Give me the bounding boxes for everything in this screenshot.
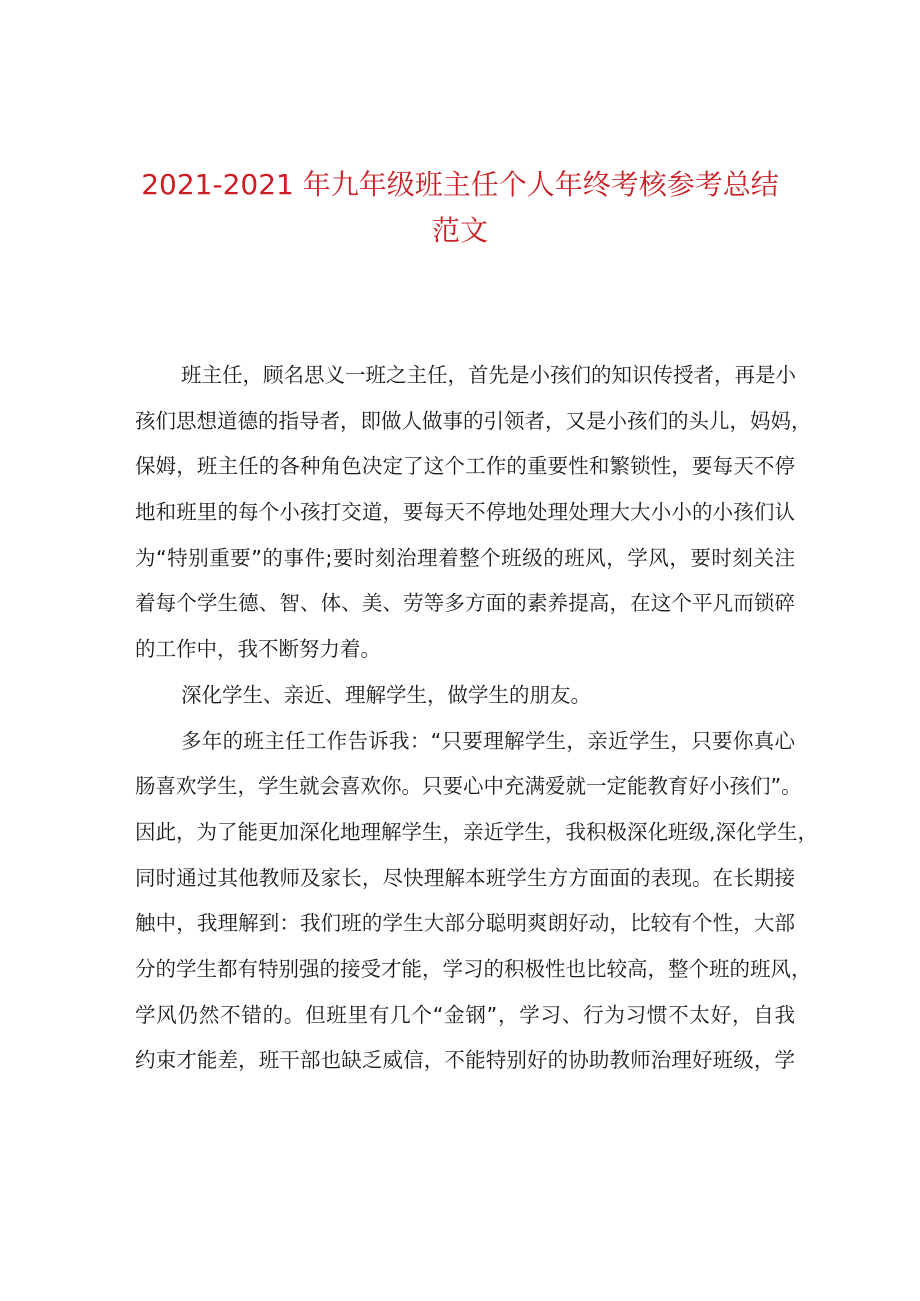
document-title [100, 162, 820, 254]
title-line-2: 范文 [431, 214, 488, 247]
paragraph-3-line-6: 分的学生都有特别强的接受才能，学习的积极性也比较高，整个班的班风， [135, 956, 812, 981]
paragraph-1-line-5: 为“特别重要”的事件;要时刻治理着整个班级的班风，学风，要时刻关注 [135, 545, 795, 570]
paragraph-1-line-6: 着每个学生德、智、体、美、劳等多方面的素养提高，在这个平凡而锁碎 [135, 591, 795, 616]
paragraph-2-line-1: 深化学生、亲近、理解学生，做学生的朋友。 [181, 682, 591, 707]
paragraph-3-line-2: 肠喜欢学生，学生就会喜欢你。只要心中充满爱就一定能教育好小孩们”。 [135, 774, 802, 799]
paragraph-3-line-4: 同时通过其他教师及家长，尽快理解本班学生方方面面的表现。在长期接 [135, 865, 795, 890]
paragraph-1-line-2: 孩们思想道德的指导者，即做人做事的引领者，又是小孩们的头儿，妈妈， [135, 408, 812, 433]
paragraph-3-line-1: 多年的班主任工作告诉我：“只要理解学生，亲近学生，只要你真心 [181, 728, 795, 753]
paragraph-1-line-7: 的工作中，我不断努力着。 [135, 637, 381, 662]
paragraph-1-line-4: 地和班里的每个小孩打交道，要每天不停地处理处理大大小小的小孩们认 [135, 500, 795, 525]
paragraph-3-line-8: 约束才能差，班干部也缺乏威信，不能特别好的协助教师治理好班级，学 [135, 1048, 795, 1073]
paragraph-1-line-1: 班主任，顾名思义一班之主任，首先是小孩们的知识传授者，再是小 [181, 363, 796, 387]
paragraph-1-line-3: 保姆，班主任的各种角色决定了这个工作的重要性和繁锁性，要每天不停 [135, 454, 795, 479]
title-line-1: 2021-2021 年九年级班主任个人年终考核参考总结 [141, 168, 779, 201]
document-body [135, 353, 819, 1084]
paragraph-3-line-3: 因此，为了能更加深化地理解学生，亲近学生，我积极深化班级,深化学生， [135, 819, 819, 844]
paragraph-3-line-7: 学风仍然不错的。但班里有几个“金钢”，学习、行为习惯不太好，自我 [135, 1002, 795, 1027]
paragraph-3-line-5: 触中，我理解到：我们班的学生大部分聪明爽朗好动，比较有个性，大部 [135, 911, 795, 936]
